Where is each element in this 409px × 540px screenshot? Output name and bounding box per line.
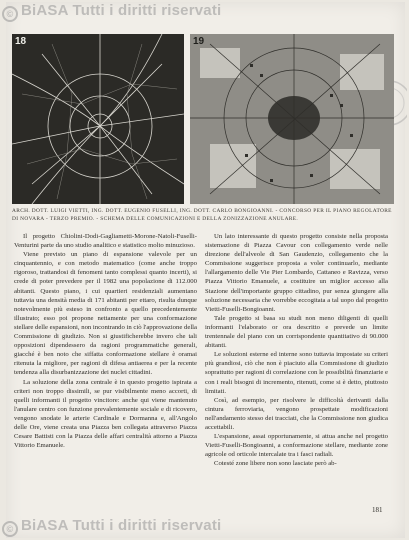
paragraph: Così, ad esempio, per risolvere le difficoltà derivanti dalla cintura ferroviaria, vengono prospettate modificazioni nell'andamento stesso dei tracciati, che la Commissione non giudica accettabili. [205,396,388,431]
text-column-right [205,232,388,468]
copyright-icon: © [2,521,18,537]
paragraph: Il progetto Chiolini-Dodi-Gagliametti-Morone-Natoli-Fuselli-Venturini parte da uno studio analitico e statistico molto minuzioso. [14,233,197,250]
copyright-icon: © [2,6,18,22]
figure-number: 19 [193,36,205,47]
page-number: 181 [372,506,383,514]
figure-18-city-plan [12,34,184,204]
watermark-text: BiASA Tutti i diritti riservati [21,517,222,534]
paragraph: Le soluzioni esterne ed interne sono tuttavia impostate su criteri più grandiosi, ciò che non è piaciuto alla Commissione di giudizio soprattutto per ragioni di correlazione con le possibilità finanziarie e con i reali bisogni di incremento, ritenuti, come si è detto, piuttosto limitati. [205,351,388,395]
city-plan-drawing [12,34,184,204]
paragraph: Cotesté zone libere non sono lasciate però ab- [214,460,337,468]
text-column-left [14,232,197,450]
watermark-bottom [2,517,221,537]
figure-number: 18 [15,36,27,47]
zoning-plan-drawing [190,34,394,204]
paragraph: Un lato interessante di questo progetto consiste nella proposta sistemazione di Piazza Cavour con collegamento verde nelle direzione dell'alveole di San Gaudenzio, collegamento che la Commissione suggerisce proposta a voler continuarlo, mediante l'allargamento delle Vie Pier Lombardo, Cattaneo e Ravizza, verso Piazza Vittorio Emanuele, a costituire un miglior accesso alla Stazione dell'importante gruppo cittadino, pur senza giungere alla soluzione necessaria che vorrebbe eccogitata a tal uopo dal progetto Vietti-Fuselli-Bongioanni. [205,233,388,313]
paragraph: Tale progetto si basa su studi non meno diligenti di quelli informanti l'elaborato or ora descritto e prevede un limite trentennale del piano con un corrispondente quantitativo di 90.000 abitanti. [205,314,388,350]
paragraph: La soluzione della zona centrale è in questo progetto ispirata a criteri non troppo dissimili, se pur visibilmente meno accorti, di quelli informanti il progetto vincitore: anche qui viene mantenuto l'anulare centro con funzione prevalentemente sociale e di ricovero, vengono snodate le arterie Cardinale e Dormanna e, all'Angolo delle Ore, viene creata una Piazza ben collegata attraverso Piazza Cesare Battisti con la Piazza delle affari centralità attorno a Piazza Vittorio Emanuele. [14,378,197,450]
figure-19-zoning-plan [190,34,394,204]
figure-caption: ARCH. DOTT. LUIGI VIETTI, ING. DOTT. EUGENIO FUSELLI, ING. DOTT. CARLO BONGIOANNI. - CONCORSO PER IL PIANO REGOLATORE DI NOVARA - TERZO PREMIO. - SCHEMA DELLE COMUNICAZIONI E DELLA ZONIZZAZIONE ANULARE. [12,208,392,222]
paragraph: Viene previsto un piano di espansione valevole per un cinquantennio, e con metodo matematico (come anche troppo rigoroso, trattandosi di fenomeni tanto complessi quanto incerti), si crede di poter prevedere per il 1982 una popolazione di 112.000 abitanti. Questo piano, i cui quartieri residenziali aumentano tuttavia una densità media di 171 abitanti per ettaro, risulta dunque notevolmente più esteso in confronto a quello precedentemente illustrato; esso poi propone nettamente per una conformazione stellare delle espansioni, non incontrando in ciò l'approvazione della Commissione di giudizio. Non si giustificherebbe invero che tali opposizioni dipendessero da ragioni programmatiche generali, giacché è ben noto che siffatta conformazione stellare è oramai ritenuta la migliore, per ragioni di difesa antiaerea e per la recente tendenza alla disurbanizzazione dei nuclei cittadini. [14,251,198,377]
paragraph: L'espansione, assai opportunamente, si attua anche nel progetto Vietti-Fuselli-Bongioanni, a conformazione stellare, mediante zone agricole od orticole intercalate tra i fasci radiali. [205,433,388,459]
watermark-top [2,2,221,22]
watermark-text: BiASA Tutti i diritti riservati [21,2,222,19]
